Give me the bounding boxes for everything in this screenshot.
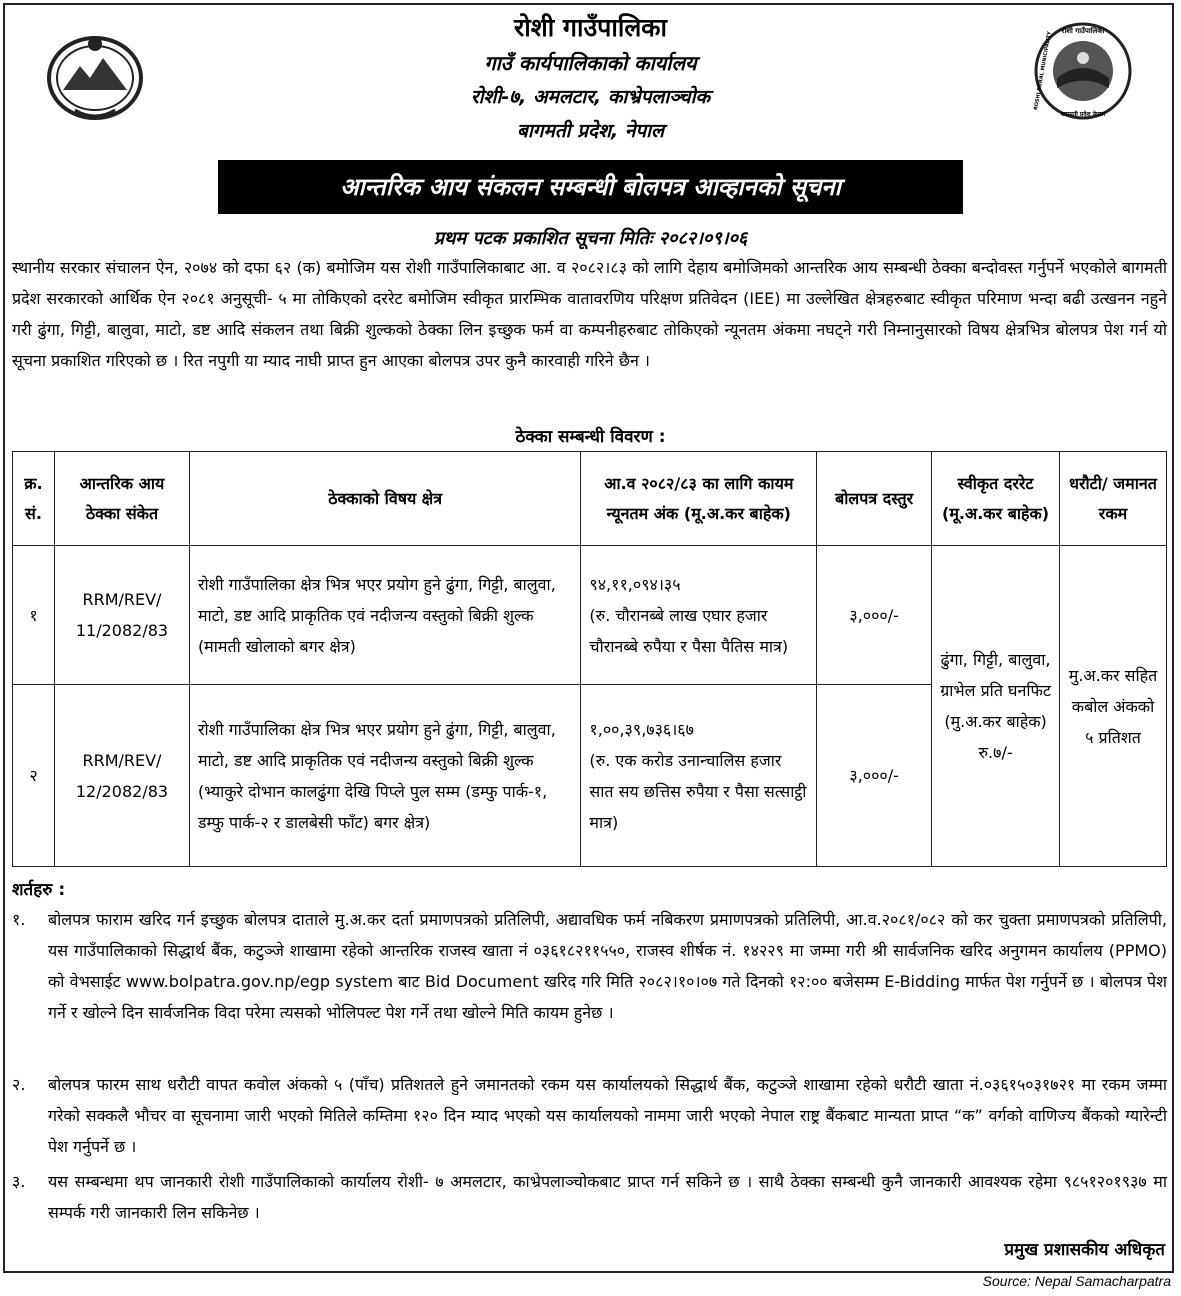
condition-text: बोलपत्र फारम साथ धरौटी वापत कवोल अंकको ५ (पाँच) प्रतिशतले हुने जमानतको रकम यस कार्यालयको सिद्धार्थ बैंक, कटुञ्जे शाखामा रहेको धरौटी खाता नं.०३६१५०३१७२१ मा रकम जम्मा गरेको सक्कलै भौचर वा सूचनामा जारी भएको मितिले कम्तिमा १२० दिन म्याद भएको यस कार्यालयको नाममा जारी भएको नेपाल राष्ट्र बैंकबाट मान्यता प्राप्त “क” वर्गको वाणिज्य बैंकको ग्यारेन्टी पेश गर्नुपर्ने छ । — [48, 1075, 1167, 1156]
row-fee: ३,०००/- — [817, 685, 932, 867]
row-amount-cell — [581, 546, 817, 685]
row-amount-words: (रु. एक करोड उनान्चालिस हजार सात सय छत्तिस रुपैया र पैसा सत्साट्ठी मात्र) — [589, 750, 807, 832]
row-amount: ९४,११,०९४।३५ — [589, 574, 681, 594]
conditions-title: शर्तहरु : — [12, 880, 66, 900]
municipality-name: रोशी गाउँपालिका — [514, 13, 667, 42]
row-amount-cell — [581, 685, 817, 867]
office-name: गाउँ कार्यपालिकाको कार्यालय — [484, 51, 697, 75]
header-deposit: धरौटी/ जमानत रकम — [1060, 452, 1167, 546]
source-credit: Source: Nepal Samacharpatra — [982, 1273, 1171, 1289]
rate-shared: ढुंगा, गिट्टी, बालुवा, ग्राभेल प्रति घनफिट (मु.अ.कर बाहेक) रु.७/- — [932, 546, 1060, 867]
header-sn: क्र. सं. — [13, 452, 55, 546]
province-name: बागमती प्रदेश, नेपाल — [517, 120, 664, 142]
header-subject: ठेक्काको विषय क्षेत्र — [189, 452, 580, 546]
row-code: RRM/REV/ 12/2082/83 — [54, 685, 189, 867]
row-subject: रोशी गाउँपालिका क्षेत्र भित्र भएर प्रयोग हुने ढुंगा, गिट्टी, बालुवा, माटो, डष्ट आदि प्राकृतिक एवं नदीजन्य वस्तुको बिक्री शुल्क (मामती खोलाको बगर क्षेत्र) — [189, 546, 580, 685]
condition-number: ३. — [12, 1172, 26, 1191]
condition-text: यस सम्बन्धमा थप जानकारी रोशी गाउँपालिकाको कार्यालय रोशी- ७ अमलटार, काभ्रेपलाञ्चोकबाट प्राप्त गर्न सकिने छ । साथै ठेक्का सम्बन्धी कुनै जानकारी आवश्यक रहेमा ९८५१२०१९३७ मा सम्पर्क गरी जानकारी लिन सकिनेछ । — [48, 1172, 1167, 1222]
condition-item — [12, 1166, 1167, 1228]
row-amount-words: (रु. चौरानब्बे लाख एघार हजार चौरानब्बे रुपैया र पैसा पैतिस मात्र) — [589, 605, 789, 656]
signature-title: प्रमुख प्रशासकीय अधिकृत — [1004, 1240, 1165, 1260]
condition-number: २. — [12, 1075, 26, 1094]
row-subject: रोशी गाउँपालिका क्षेत्र भित्र भएर प्रयोग हुने ढुंगा, गिट्टी, बालुवा, माटो, डष्ट आदि प्राकृतिक एवं नदीजन्य वस्तुको बिक्री शुल्क (भ्याकुरे दोभान कालढुंगा देखि पिप्ले पुल सम्म (डम्फु पार्क-१, डम्फु पार्क-२ र डालबेसी फाँट) बगर क्षेत्र) — [189, 685, 580, 867]
office-address: रोशी-७, अमलटार, काभ्रेपलाञ्चोक — [470, 86, 711, 108]
condition-item — [12, 904, 1167, 1028]
intro-paragraph: स्थानीय सरकार संचालन ऐन, २०७४ को दफा ६२ (क) बमोजिम यस रोशी गाउँपालिकाबाट आ. व २०८२।८३ को लागि देहाय बमोजिमको आन्तरिक आय सम्बन्धी ठेक्का बन्दोवस्त गर्नुपर्ने भएकोले बागमती प्रदेश सरकारको आर्थिक ऐन २०८१ अनुसूची- ५ मा तोकिएको दररेट बमोजिम स्वीकृत प्रारम्भिक वातावरणिय परिक्षण प्रतिवेदन (IEE) मा उल्लेखित क्षेत्रहरुबाट स्वीकृत परिमाण भन्दा बढी उत्खनन नहुने गरी ढुंगा, गिट्टी, बालुवा, माटो, डष्ट आदि संकलन तथा बिक्री शुल्कको ठेक्का लिन इच्छुक फर्म वा कम्पनीहरुबाट तोकिएको न्यूनतम अंकमा नघट्ने गरी निम्नानुसारको विषय क्षेत्रभित्र बोलपत्र पेश गर्न यो सूचना प्रकाशित गरिएको छ । रित नपुगी या म्याद नाघी प्राप्त हुन आएका बोलपत्र उपर कुनै कारवाही गरिने छैन । — [12, 258, 1167, 370]
row-sn: २ — [13, 685, 55, 867]
logo-top-text: रोशी गाउँपालिका — [1061, 27, 1105, 35]
roshi-municipality-logo — [1033, 18, 1133, 124]
office-header — [0, 10, 1181, 148]
logo-side-text: ROSHI RURAL MUNICIPALITY — [1033, 31, 1053, 111]
tender-table — [12, 451, 1167, 867]
condition-text: बोलपत्र फाराम खरिद गर्न इच्छुक बोलपत्र दाताले मु.अ.कर दर्ता प्रमाणपत्रको प्रतिलिपी, अद्यावधिक फर्म नबिकरण प्रमाणपत्रको प्रतिलिपी, आ.व.२०८१/०८२ को कर चुक्ता प्रमाणपत्रको प्रतिलिपी, यस गाउँपालिकाको सिद्धार्थ बैंक, कटुञ्जे शाखामा रहेको आन्तरिक राजस्व खाता नं ०३६१८२११५५०, राजस्व शीर्षक नं. १४२२९ मा जम्मा गरी श्री सार्वजनिक खरिद अनुगमन कार्यालय (PPMO) को वेभसाईट www.bolpatra.gov.np/egp system बाट Bid Document खरिद गरि मिति २०८२।१०।०७ गते दिनको १२:०० बजेसम्म E-Bidding मार्फत पेश गर्नुपर्ने छ । बोलपत्र पेश गर्ने र खोल्ने दिन सार्वजनिक विदा परेमा त्यसको भोलिपल्ट पेश गर्ने तथा खोल्ने मिति कायम हुनेछ । — [48, 910, 1167, 1022]
header-rate: स्वीकृत दररेट (मू.अ.कर बाहेक) — [932, 452, 1060, 546]
deposit-shared: मु.अ.कर सहित कबोल अंकको ५ प्रतिशत — [1060, 546, 1167, 867]
row-amount: १,००,३९,७३६।६७ — [589, 719, 694, 739]
notice-title: आन्तरिक आय संकलन सम्बन्धी बोलपत्र आव्हानको सूचना — [218, 160, 963, 214]
table-header-row — [13, 452, 1167, 546]
table-row — [13, 546, 1167, 685]
header-min-amount: आ.व २०८२/८३ का लागि कायम न्यूनतम अंक (मू.अ.कर बाहेक) — [581, 452, 817, 546]
logo-bottom-text: बागमती प्रदेश नेपाल — [1060, 111, 1106, 118]
row-fee: ३,०००/- — [817, 546, 932, 685]
row-sn: १ — [13, 546, 55, 685]
condition-number: १. — [12, 910, 26, 929]
header-code: आन्तरिक आय ठेक्का संकेत — [54, 452, 189, 546]
header-fee: बोलपत्र दस्तुर — [817, 452, 932, 546]
condition-item — [12, 1069, 1167, 1162]
publish-date: प्रथम पटक प्रकाशित सूचना मितिः २०८२।०९।०६ — [433, 228, 748, 249]
row-code: RRM/REV/ 11/2082/83 — [54, 546, 189, 685]
table-heading: ठेक्का सम्बन्धी विवरण : — [515, 427, 666, 447]
